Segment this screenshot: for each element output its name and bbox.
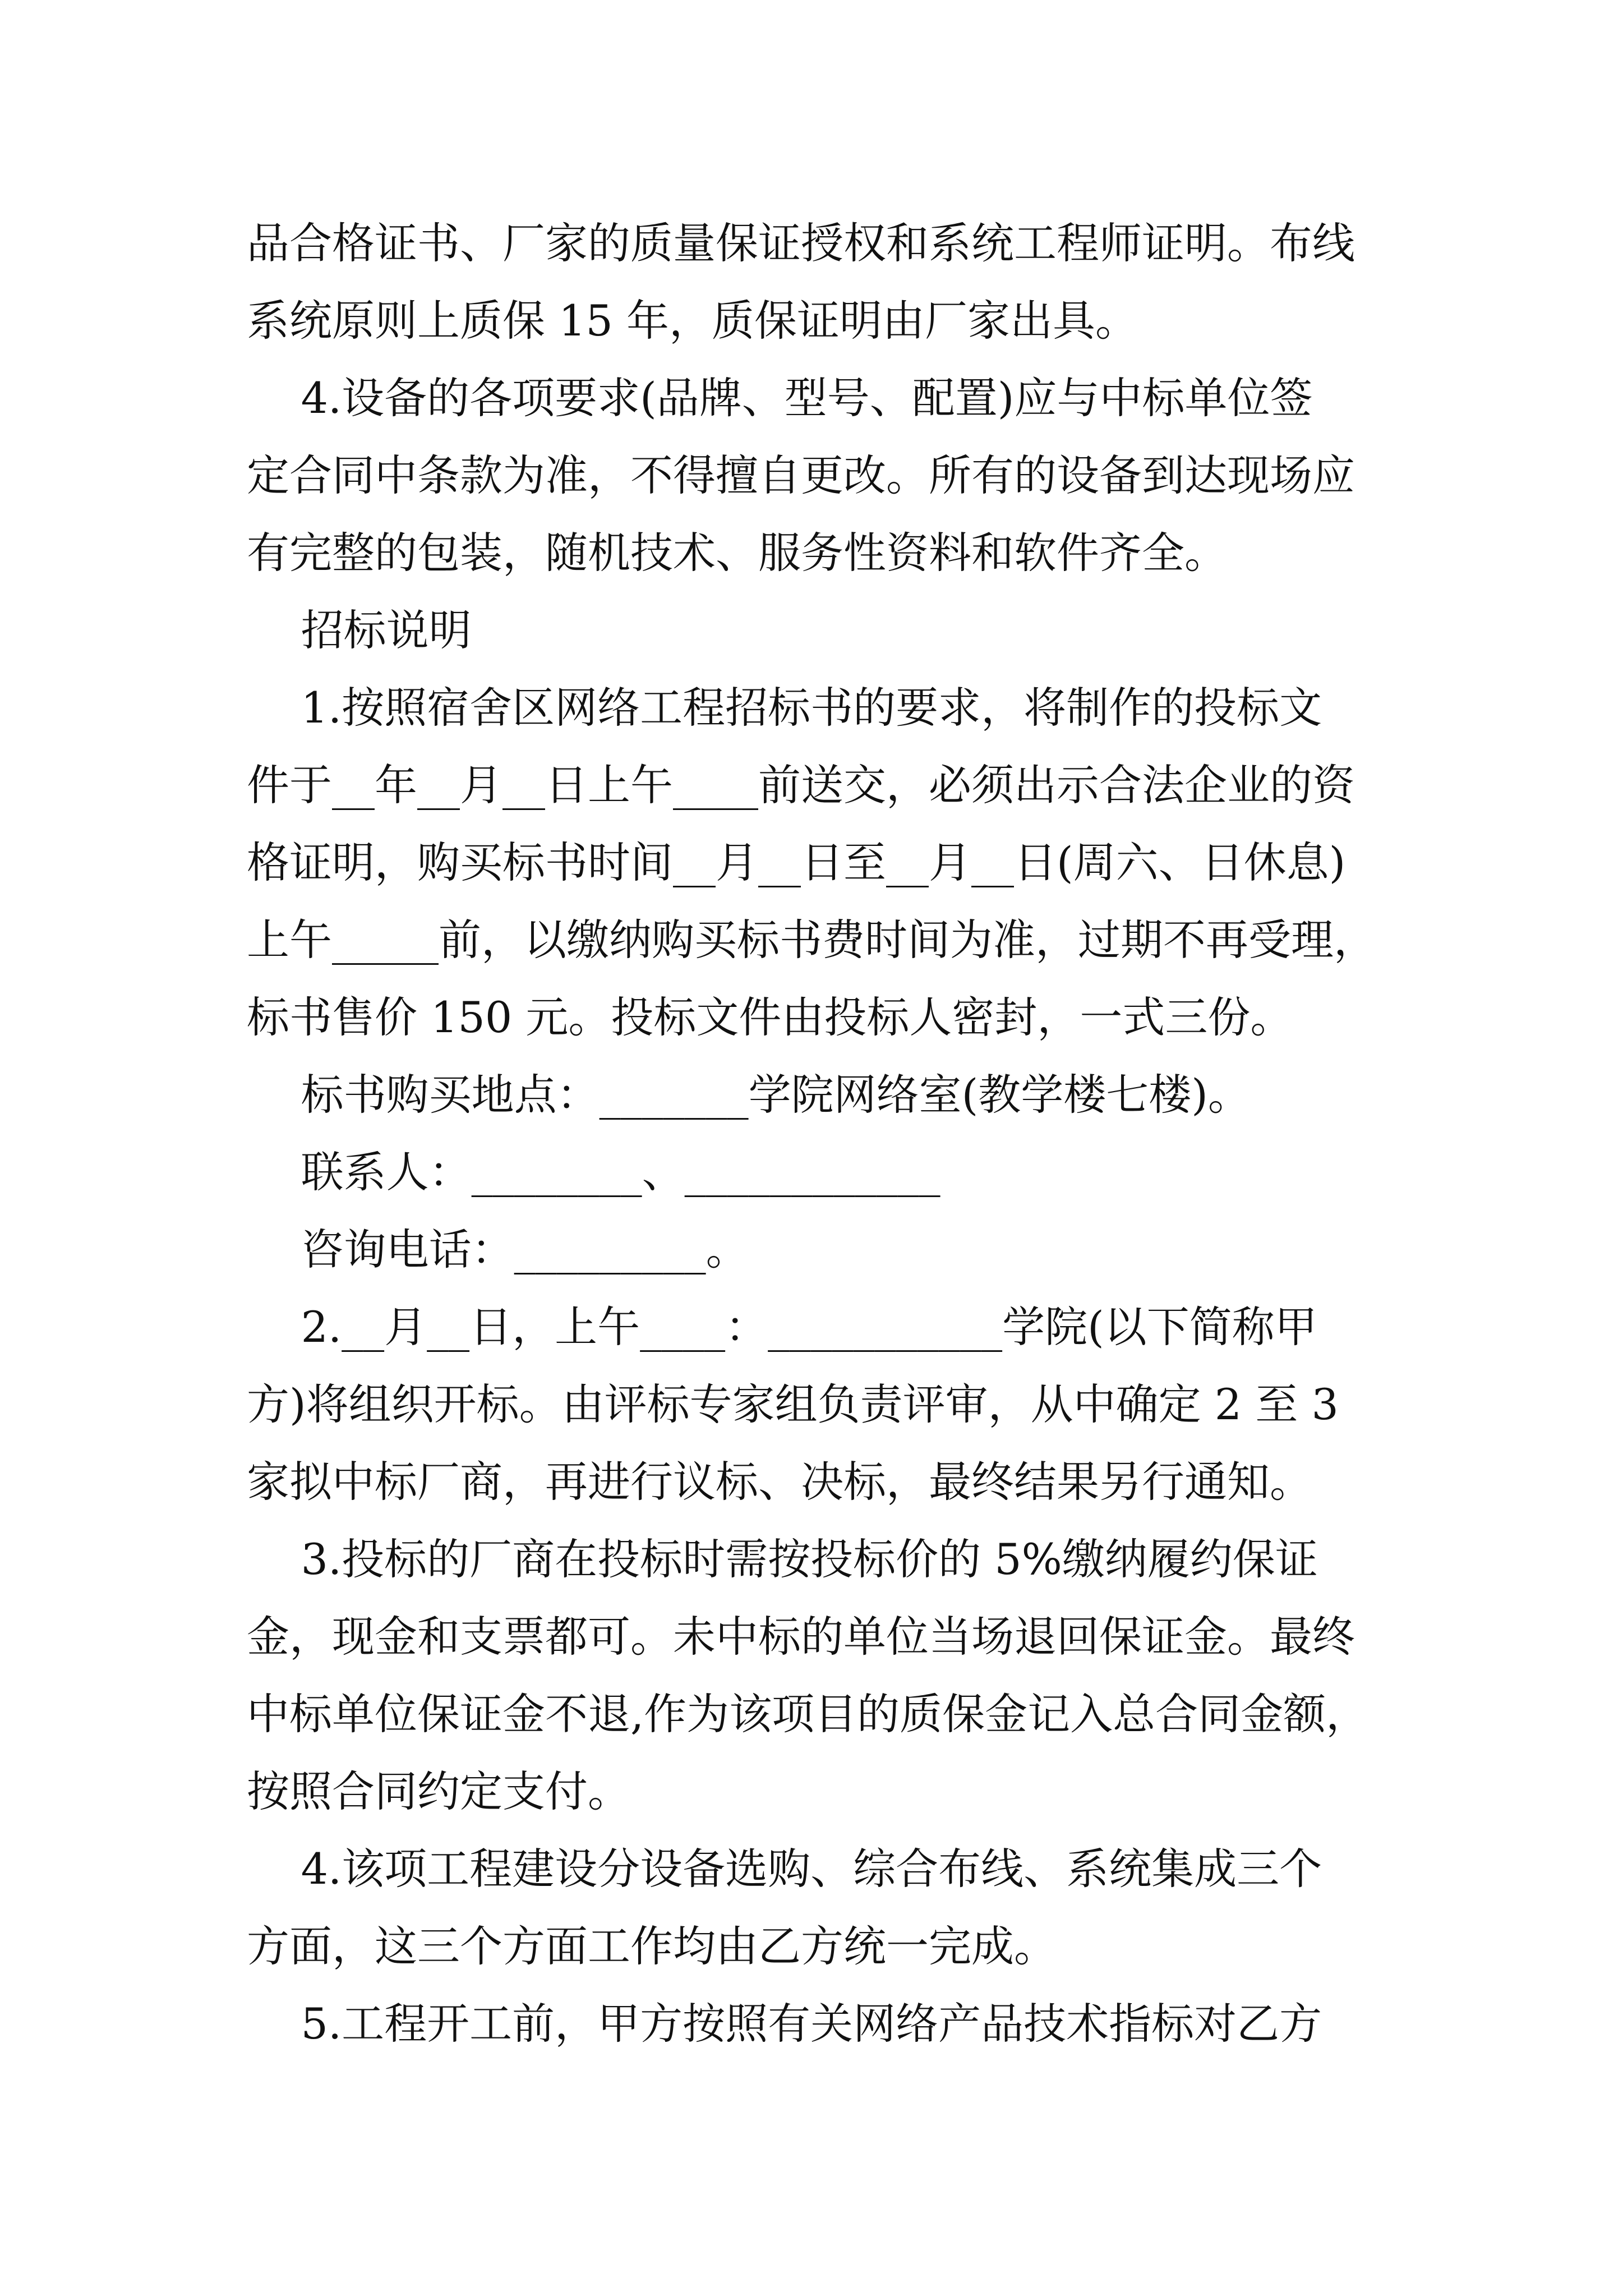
text-line: 按照合同约定支付。 (247, 1766, 630, 1816)
text-line: 中标单位保证金不退,作为该项目的质保金记入总合同金额， (247, 1689, 1369, 1739)
phone-line: 咨询电话：_________。 (247, 1225, 749, 1274)
text-line: 1.按照宿舍区网络工程招标书的要求，将制作的投标文 (247, 683, 1322, 733)
text-line: 标书售价 150 元。投标文件由投标人密封，一式三份。 (247, 992, 1293, 1042)
text-line: 件于__年__月__日上午____前送交，必须出示合法企业的资 (247, 760, 1355, 810)
text-line: 5.工程开工前，甲方按照有关网络产品技术指标对乙方 (247, 1999, 1322, 2049)
text-line: 家拟中标厂商，再进行议标、决标，最终结果另行通知。 (247, 1457, 1312, 1507)
purchase-location-line: 标书购买地点：_______学院网络室(教学楼七楼)。 (247, 1070, 1251, 1120)
section-heading: 招标说明 (247, 605, 472, 655)
text-line: 方面，这三个方面工作均由乙方统一完成。 (247, 1921, 1057, 1971)
text-line: 4.该项工程建设分设备选购、综合布线、系统集成三个 (247, 1844, 1322, 1894)
text-line: 系统原则上质保 15 年，质保证明由厂家出具。 (247, 296, 1138, 346)
body-text (247, 205, 1391, 2063)
text-line: 金，现金和支票都可。未中标的单位当场退回保证金。最终 (247, 1612, 1355, 1662)
text-line: 3.投标的厂商在投标时需按投标价的 5%缴纳履约保证 (247, 1534, 1318, 1584)
text-line: 品合格证书、厂家的质量保证授权和系统工程师证明。布线 (247, 218, 1355, 268)
text-line: 有完整的包装，随机技术、服务性资料和软件齐全。 (247, 528, 1227, 578)
text-line: 格证明，购买标书时间__月__日至__月__日(周六、日休息) (247, 838, 1346, 887)
contact-person-line: 联系人：________、____________ (247, 1147, 940, 1197)
text-line: 2.__月__日，上午____：___________学院(以下简称甲 (247, 1302, 1317, 1352)
text-line: 上午_____前，以缴纳购买标书费时间为准，过期不再受理， (247, 915, 1376, 965)
text-line: 方)将组织开标。由评标专家组负责评审，从中确定 2 至 3 (247, 1379, 1339, 1429)
text-line: 定合同中条款为准，不得擅自更改。所有的设备到达现场应 (247, 450, 1355, 500)
text-line: 4.设备的各项要求(品牌、型号、配置)应与中标单位签 (247, 373, 1313, 423)
